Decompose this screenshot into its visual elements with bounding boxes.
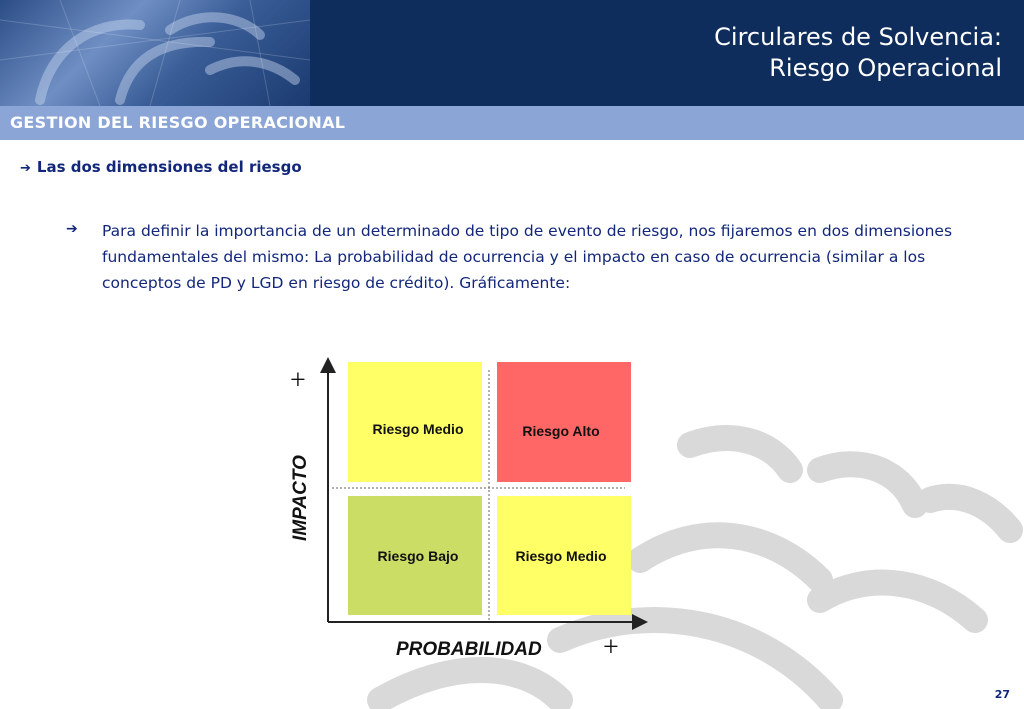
subtitle-text: Las dos dimensiones del riesgo	[36, 158, 302, 176]
page-title-line2: Riesgo Operacional	[769, 54, 1002, 82]
section-title: GESTION DEL RIESGO OPERACIONAL	[10, 113, 346, 132]
y-axis-plus-sign: +	[290, 365, 306, 396]
body-paragraph: Para definir la importancia de un determinado de tipo de evento de riesgo, nos fijaremos en dos dimensiones fundamentales del mismo: La probabilidad de ocurrencia y el impacto en caso de ocurrencia (similar a los conceptos de PD y LGD en riesgo de crédito). Gráficamente:	[102, 222, 953, 292]
cell-bottom-right-label: Riesgo Medio	[515, 548, 607, 564]
cell-top-left-label: Riesgo Medio	[372, 421, 464, 437]
arrow-bullet-icon: ➔	[66, 221, 78, 237]
x-axis-label: PROBABILIDAD	[396, 639, 542, 660]
arrow-bullet-icon: ➔	[20, 161, 31, 176]
x-axis-plus-sign: +	[603, 632, 619, 663]
y-axis-label: IMPACTO	[290, 455, 311, 541]
cell-top-right	[497, 362, 631, 482]
page-number: 27	[994, 688, 1010, 701]
cell-bottom-left-label: Riesgo Bajo	[377, 548, 459, 564]
cell-top-right-label: Riesgo Alto	[522, 423, 600, 439]
page-title-line1: Circulares de Solvencia:	[714, 23, 1002, 51]
